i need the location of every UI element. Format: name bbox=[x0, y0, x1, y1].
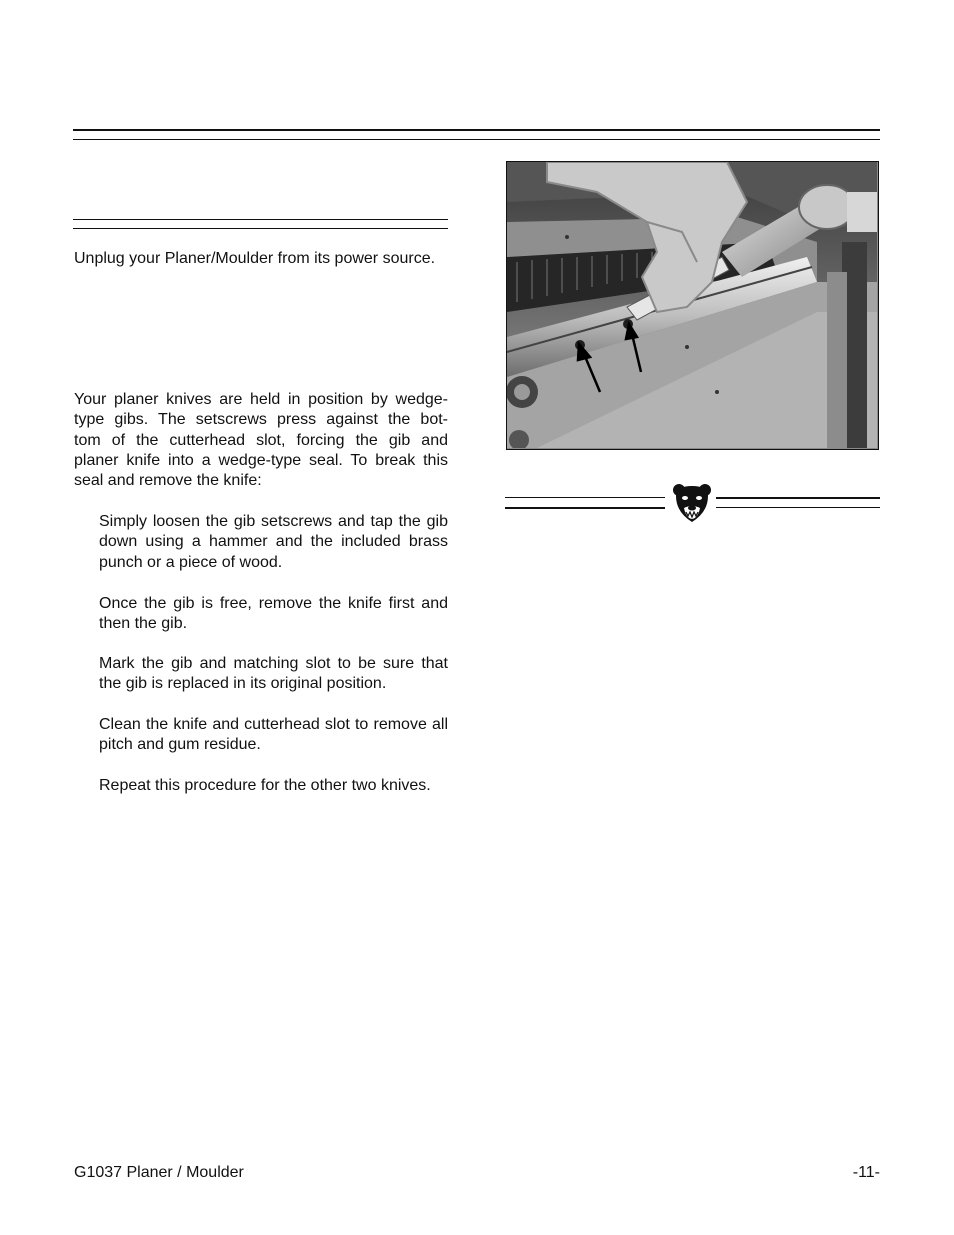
note-rule-right-thin bbox=[716, 507, 880, 508]
footer-manual-title: G1037 Planer / Moulder bbox=[74, 1164, 244, 1181]
note-rule-left-thin bbox=[505, 497, 665, 498]
grizzly-bear-logo-icon bbox=[671, 482, 713, 524]
header-rule-thick bbox=[73, 129, 880, 131]
intro-paragraph bbox=[74, 390, 448, 491]
section-rule-bottom bbox=[73, 228, 448, 229]
intro-line: seal and remove the knife: bbox=[74, 472, 262, 490]
section-rule-top bbox=[73, 219, 448, 220]
header-rule-thin bbox=[73, 139, 880, 140]
cutterhead-photo-drawing bbox=[507, 162, 877, 448]
intro-line: Your planer knives are held in position by wedge- bbox=[74, 391, 448, 408]
step-5: Repeat this procedure for the other two knives. bbox=[99, 777, 431, 794]
step-3: Mark the gib and matching slot to be sure that the gib is replaced in its original position. bbox=[99, 655, 448, 693]
intro-line: planer knife into a wedge-type seal. To break this bbox=[74, 451, 448, 469]
unplug-paragraph: Unplug your Planer/Moulder from its power source. bbox=[74, 250, 436, 267]
step-1: Simply loosen the gib setscrews and tap the gib down using a hammer and the included brass punch or a piece of wood. bbox=[99, 513, 448, 571]
step-2: Once the gib is free, remove the knife first and then the gib. bbox=[99, 595, 448, 633]
step-4: Clean the knife and cutterhead slot to remove all pitch and gum residue. bbox=[99, 716, 448, 754]
note-rule-right-thick bbox=[716, 497, 880, 499]
footer-page-number: -11- bbox=[852, 1164, 880, 1181]
intro-line: tom of the cutterhead slot, forcing the gib and bbox=[74, 431, 448, 449]
note-rule-left-thick bbox=[505, 507, 665, 509]
cutterhead-photo bbox=[506, 161, 879, 450]
intro-line: type gibs. The setscrews press against the bot- bbox=[74, 411, 448, 429]
